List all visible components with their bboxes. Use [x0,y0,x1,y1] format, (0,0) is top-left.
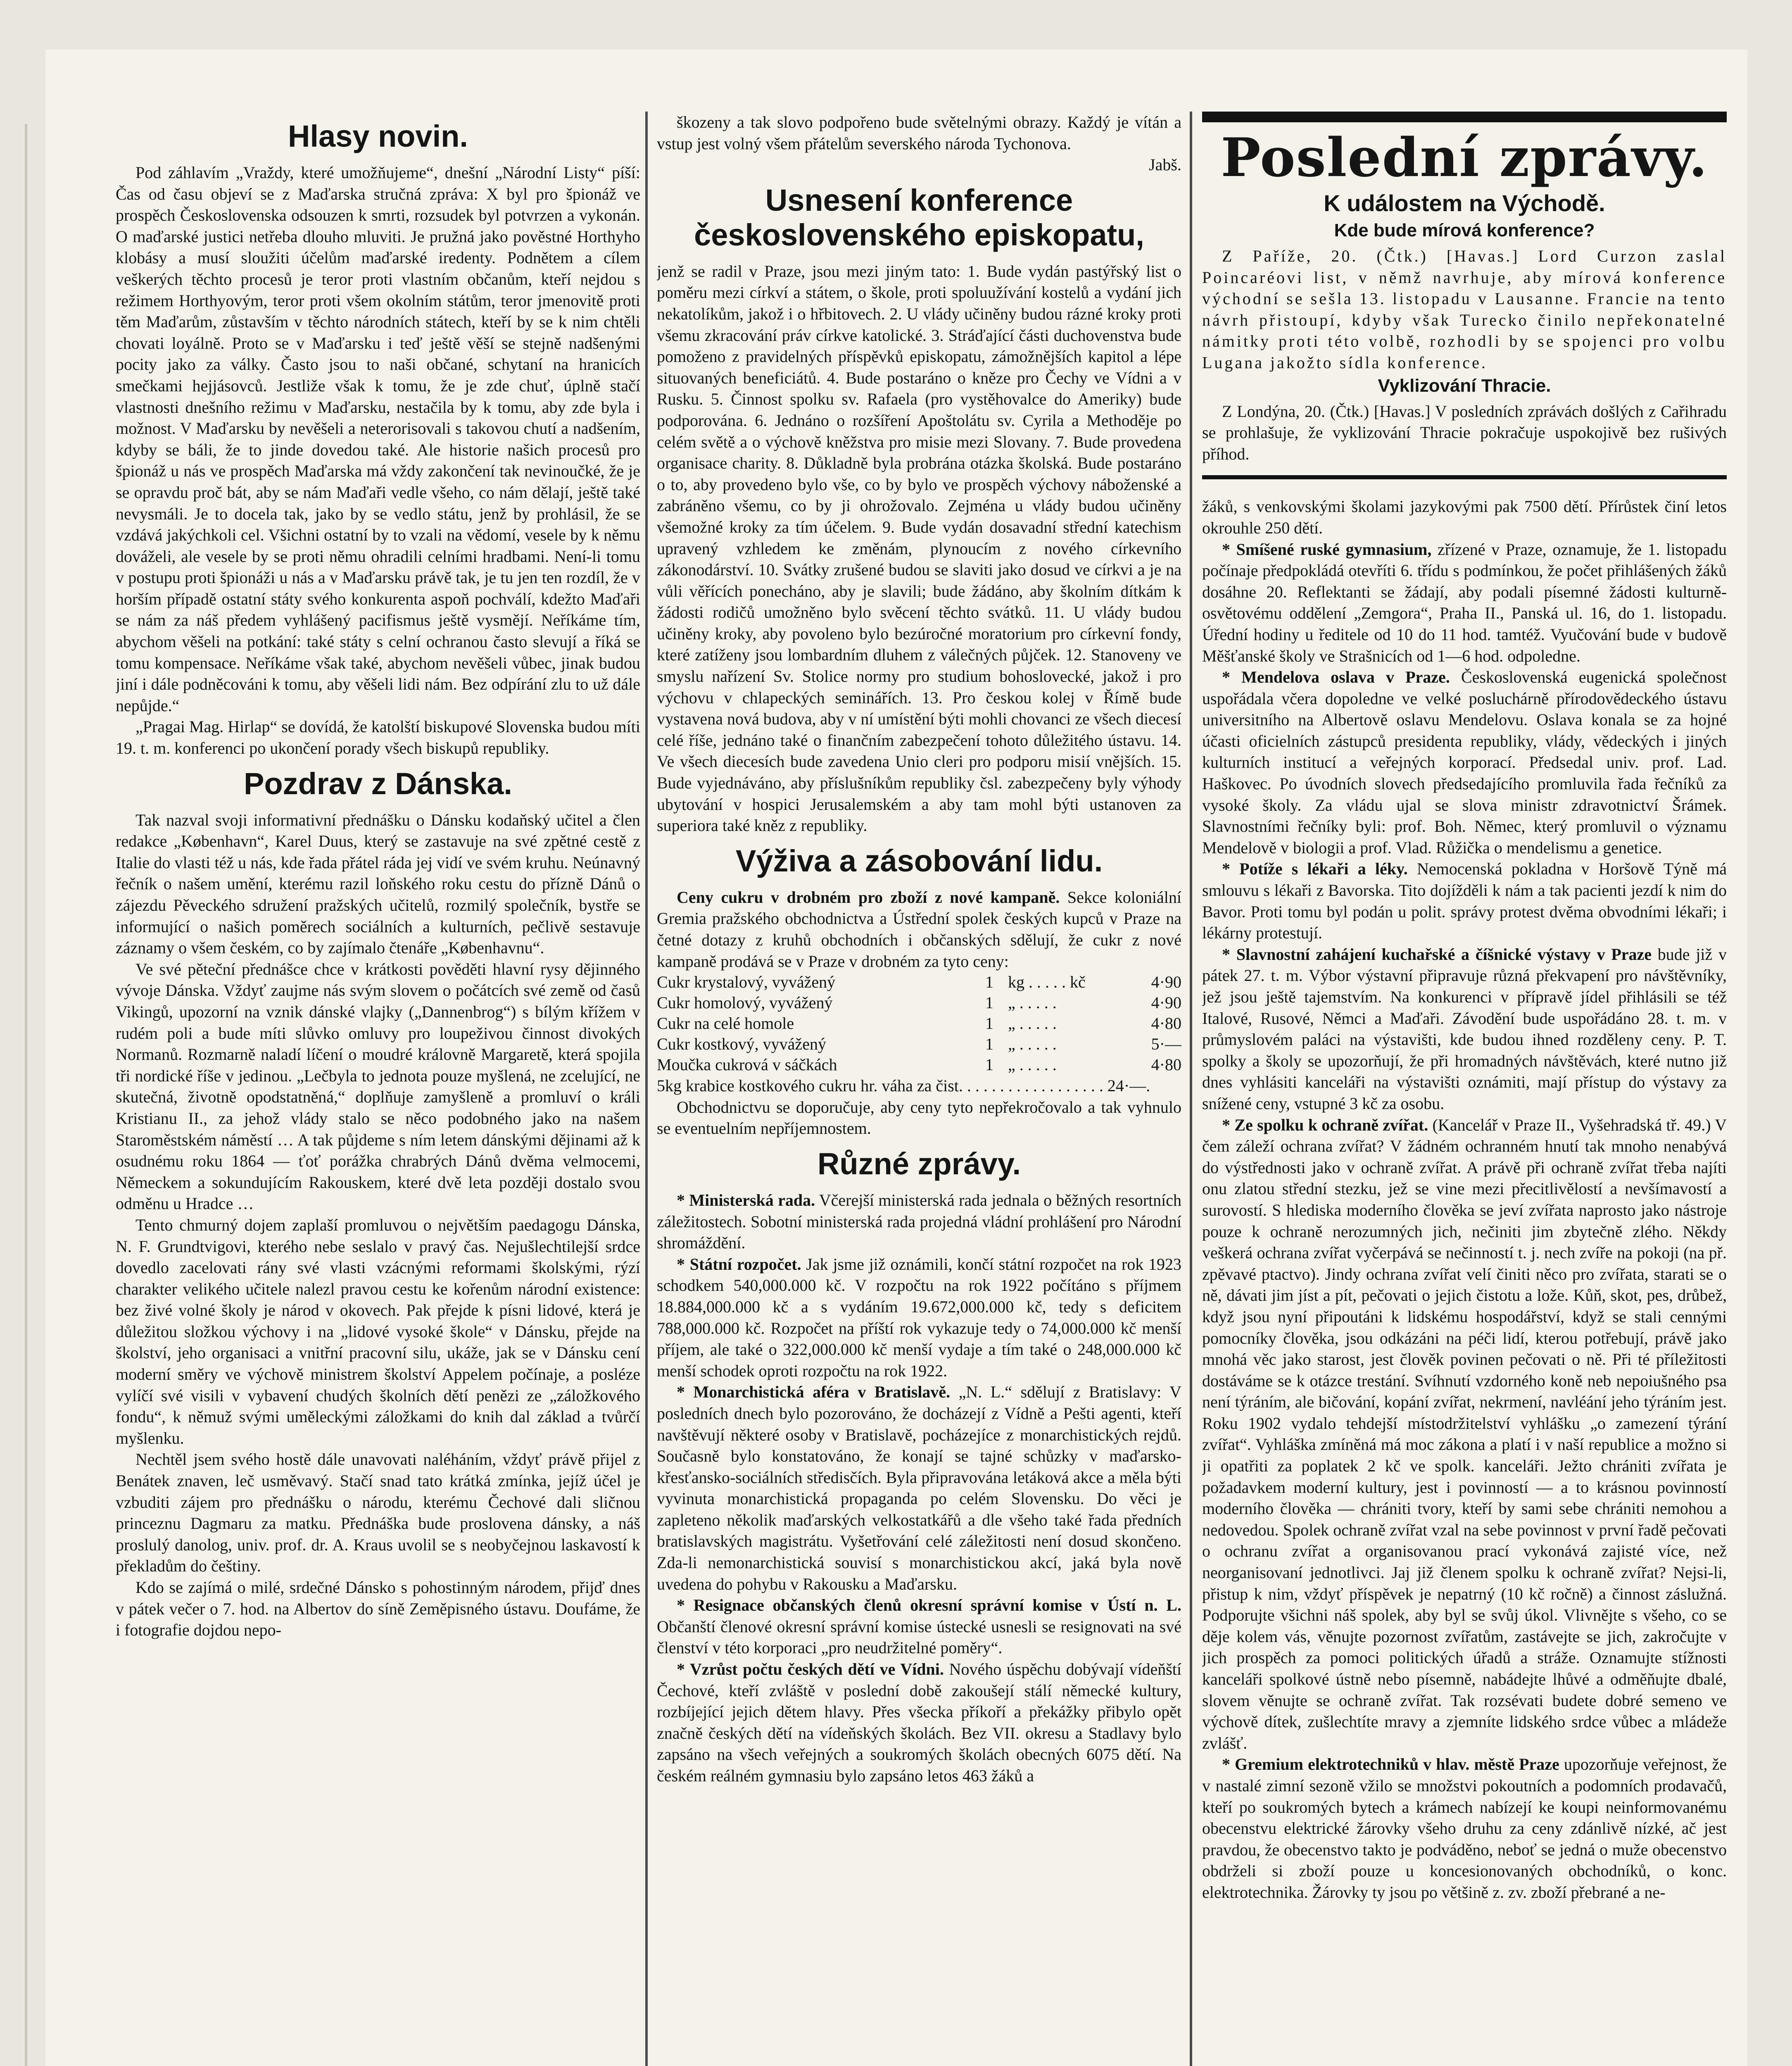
ruzne-paragraph-4 [657,1595,1181,1659]
vyziva-lead: Ceny cukru v drobném pro zboží z nové kampaně. [677,888,1060,907]
ruzne-lead-5: * Vzrůst počtu českých dětí ve Vídni. [677,1660,944,1679]
price-unit: „ . . . . . [1008,1055,1057,1074]
pozdrav-paragraph-3: Tento chmurný dojem zaplaší promluvou o největším paedagogu Dánska, N. F. Grundtvigovi, kterého nebe seslalo v pravý čas. Nejušlechtilejší srdce dovedlo zacelovati rány své vlasti vzácnými reformami školskými, rýzí charakter velikého učitele nalezl pravou cestu ke kořenům národní existence: bez živé volné školy je národ v okovech. Pak přejde k písni lidové, která je důležitou složkou výchovy i na „lidové vysoké škole“ v Dánsku, přejde na školství, jeho organisaci a vnitřní pracovní silu, ukáže, jak se v Dánsku cení moderní směry ve výchově ministrem školství Appelem počínaje, a posléze vylíčí své visili v vybavení chudých školních dětí penězi ze „záložkového fondu“, k němuž svými uměleckými záložkami do knih dal základ a tvůrčí myšlenku. [116,1215,640,1447]
hlasy-novin-paragraph-1: Pod záhlavím „Vraždy, které umožňujeme“, dnešní „Národní Listy“ píší: Čas od času objeví se z Maďarska stručná zpráva: X byl pro špionáž ve prospěch Československa odsouzen k smrti, rozsudek byl potvrzen a vykonán. O maďarské justici netřeba dlouho mluviti. Je pružná jako pověstné Horthyho klobásy a musí sloužiti účelům maďarské iredenty. Podnětem a cílem veškerých těchto procesů je teror proti vlastním občanům, kteří nejdou s režimem Horthyovým, teror proti všem okolním státům, teror jmenovitě proti těm Maďarům, zůstavším v těchto národních státech, kteří by se k nim chtěli chovati loyálně. Proto se v Maďarsku i teď ještě věší se stejně nadšenými pocity jako za války. Často jsou to naši občané, schytaní na hranicích smečkami hejjásovců. Jestliže však k tomu, že je zde chuť, úplně stačí vlastnosti dnešního režimu v Maďarsku, nestačila by k tomu, aby zde byla i možnost. V Maďarsku by nevěšeli a neterorisovali s takovou chutí a nadšením, kdyby se báli, že to jinde dovedou také. Ale historie našich procesů pro špionáž u nás ve prospěch Maďarska má vždy zakončení tak nevinoučké, že je se opravdu proč bát, aby se nám Maďaři vedle všeho, co nám dělají, ještě také nevysmáli. Je to docela tak, jako by se vedlo státu, jenž by prohlásil, že se vzdává jakýchkoli cel. Všichni ostatní by to vzali na vědomí, vesele by k němu dováželi, ale vesele by se proti němu ohradili celními hradbami. Není-li tomu v postupu proti špionáži u nás a v Maďarsku právě tak, je tu jen ten rozdíl, že v horším případě ostatní státy svého konkurenta aspoň pochválí, kdežto Maďaři se nám za náš předem vyhlášený pacifismus ještě vysmějí. Neříkáme tím, abychom věšeli na potkání: také státy s celní ochranou často slevují a říká se tomu kompensace. Neříkáme však také, abychom nevěšeli vůbec, jinak budou jiní i dále podněcováni k tomu, aby věšeli lidi nám. Bez odpírání zlu to už dále nepůjde.“ [116,163,640,715]
thracie-paragraph: Z Londýna, 20. (Čtk.) [Havas.] V posledních zprávách došlých z Cařihradu se prohlašuje, že vyklizování Thracie pokračuje uspokojivě bez rušivých příhod. [1202,402,1727,463]
price-qty: 1 [985,1014,993,1033]
right-paragraph-7 [1202,1754,1727,1903]
price-qty: 1 [985,1035,993,1054]
ruzne-text-3: „N. L.“ sdělují z Bratislavy: V posledních dnech bylo pozorováno, že docházejí z Vídně a Pešti agenti, kteří navštěvují některé osoby v Bratislavě, pocházejíce z monarchistických rejdů. Současně bylo konstatováno, že konají se tajné schůzky v maďarsko-křesťansko-sociálních středisčích. Byla připravována letáková akce a měla býti vyvinuta monarchistická propaganda po celém Slovensku. Do věci je zapleteno několik maďarských velkostatkářů a dle všeho také řada předních bratislavských magistrátu. Vyšetřování celé záležitosti není dosud skončeno. Zda-li nemonarchistická souvisí s monarchistickou akcí, jaká byla nově uvedena do pohybu v Rakousku a Maďarsku. [657,1383,1181,1593]
vyziva-paragraph-2: Obchodnictvu se doporučuje, aby ceny tyto nepřekročovalo a tak vyhnulo se eventuelním nepříjemnostem. [657,1097,1181,1138]
ruzne-paragraph-1 [657,1190,1181,1254]
price-value: 5·— [1151,1035,1181,1054]
price-item: Moučka cukrová v sáčkách [657,1055,837,1074]
price-value: 4·80 [1151,1055,1181,1074]
right-lead-5: * Slavnostní zahájení kuchařské a číšnické výstavy v Praze [1222,945,1652,964]
price-row [657,1013,1181,1034]
price-row [657,972,1181,993]
price-value: 4·90 [1151,993,1181,1012]
right-lead-2: * Smíšené ruské gymnasium, [1222,540,1432,559]
price-unit: kg . . . . . kč [1008,973,1086,992]
vyziva-paragraph-1 [657,887,1181,972]
hlasy-novin-heading: Hlasy novin. [288,119,468,153]
ruzne-paragraph-5 [657,1659,1181,1787]
posledni-zpravy-banner: Poslední zprávy. [1221,127,1708,189]
usneseni-heading: Usnesení konference československého episkopatu, [694,183,1144,252]
column-left [116,112,640,2066]
pozdrav-paragraph-4: Nechtěl jsem svého hostě dále unavovati naléháním, vždyť právě přijel z Benátek znaven, leč usměvavý. Stačí snad tato krátká zmínka, jejíž účel je vzbuditi zájem pro přednášku o národu, kterému Čechové dali sličnou princeznu Dagmaru za matku. Přednáška bude proslovena dánsky, a náš proslulý danolog, univ. prof. dr. A. Kraus uvolil se s neobyčejnou laskavostí k překladům do češtiny. [116,1450,640,1576]
price-item: Cukr na celé homole [657,1014,794,1033]
right-text-2: zřízené v Praze, oznamuje, že 1. listopadu počínaje předpokládá otevříti 6. třídu s podmínkou, že počet přihlášených žáků dosáhne 20. Reflektanti se žádají, aby podali písemné žádosti kulturně-osvětovému oddělení „Zemgora“, Praha II., Panská ul. 16, do 1. listopadu. Úřední hodiny u ředitele od 10 do 11 hod. tamtéž. Vyučování bude v budově Měšťanské školy ve Strašnicích od 1—6 hod. odpoledne. [1202,540,1727,665]
right-lead-4: * Potíže s lékaři a léky. [1222,859,1408,878]
vychod-subheading: Kde bude mírová konference? [1334,220,1595,240]
price-qty: 1 [985,1055,993,1074]
usneseni-paragraph: jenž se radil v Praze, jsou mezi jiným tato: 1. Bude vydán pastýřský list o poměru mezi církví a státem, o škole, proti spoluužívání kostelů a vydání jich nekatolíkům, jakož i o hřbitovech. 2. U vlády učiněny budou rázné kroky proti všemu zkracování práv církve katolické. 3. Stráďající části duchovenstva bude pomoženo z pravidelných příspěvků episkopatu, zámožnějších kapitol a lépe situovaných beneficiátů. 4. Bude postaráno o kněze pro Čechy ve Vídni a v Rusku. 5. Činnost spolku sv. Rafaela (pro vystěhovalce do Ameriky) bude podporována. 6. Jednáno o rozšíření Apoštolátu sv. Cyrila a Methoděje po celém světě a o výchově kněžstva pro misie mezi Slovany. 7. Bude provedena organisace charity. 8. Důkladně byla probrána otázka školská. Bude postaráno o to, aby provedeno bylo vše, co by bylo ve prospěch výchovy náboženské a zabráněno všemu, co by ji ohrožovalo. Zejména u vlády budou učiněny všemožné kroky za tím účelem. 9. Bude vydán dosavadní střední katechism upravený vzhledem ke změnám, plynoucím z nového církevního zákonodárství. 10. Svátky zrušené budou se slaviti jako dosud ve církvi a je na vůli věřících ponecháno, aby je slavili; bude žádáno, aby školním dítkám k žádosti rodičů umožněno bylo svěcení těchto svátků. 11. U vlády budou učiněny kroky, aby povoleno bylo bezúročné moratorium pro církevní fondy, které zatíženy jsou lombardním dluhem z válečných půjček. 12. Stanoveny ve smyslu nařízení Sv. Stolice normy pro studium bohoslovecké, jakož i pro výchovu v chlapeckých seminářích. 13. Pro českou kolej v Římě bude vystavena nová budova, aby v ní umístění býti mohli chovanci ze všech diecesí celé říše, jednáno také o finančním zabezpečení tohoto důležitého ústavu. 14. Ve všech diecesích bude zavedena Unio cleri pro podporu misií vnějších. 15. Bude vyjednáváno, aby příslušníkům republiky čsl. zabezpečeny byly výhody ubytování v hospici Jerusalemském a aby tam mohl býti ustanoven za superiora také kněz z republiky. [657,262,1181,835]
continuation-paragraph: škozeny a tak slovo podpořeno bude světelnými obrazy. Každý je vítán a vstup jest volný všem přátelům severského národa Tychonova. [657,113,1181,153]
ruzne-text-1: Včerejší ministerská rada jednala o běžných resortních záležitostech. Sobotní ministerská rada projedná vládní prohlášení pro Národní shromáždění. [657,1190,1181,1252]
right-lead-6: * Ze spolku k ochraně zvířat. [1222,1115,1428,1134]
section-divider-bar [1202,475,1727,479]
price-row [657,993,1181,1013]
newspaper-page [45,50,1747,2066]
right-paragraph-4 [1202,858,1727,943]
right-paragraph-2 [1202,539,1727,667]
vychod-paragraph: Z Paříže, 20. (Čtk.) [Havas.] Lord Curzon zaslal Poincaréovi list, v němž navrhuje, aby mírová konference východní se sešla 13. listopadu v Lausanne. Francie na tento návrh přistoupí, kdyby však Turecko činilo nepřekonatelné námitky proti této volbě, rozhodli by se spojenci pro volbu Lugana jakožto sídla konference. [1202,247,1727,372]
right-text-7: upozorňuje veřejnost, že v nastalé zimní sezoně vžilo se množstvi pokoutních a podomních prodavačů, kteří po soukromých bytech a krámech nabízejí ke koupi neinformovanému obecenstvu elektrické žárovky všeho druhu za ceny zdánlivě nízké, ač jest pravdou, že obecenstvo takto je podváděno, neboť se jedná o muže obecenstvo obdrželi si zboží pouze u koncesionovaných obchodníků, o konc. elektrotechnika. Žárovky ty jsou po většině z. zv. zboží přebrané a ne- [1202,1755,1727,1902]
ruzne-paragraph-3 [657,1381,1181,1595]
ruzne-lead-2: * Státní rozpočet. [677,1254,801,1273]
ruzne-lead-4: * Resignace občanských členů okresní správní komise v Ústí n. L. [677,1596,1181,1615]
author-signature: Jabš. [1149,155,1181,174]
price-qty: 1 [985,993,993,1012]
ruzne-text-5: Nového úspěchu dobývají vídeňští Čechové, kteří zvláště v poslední době zakoušejí stálí německé kultury, rozbíjející jejich dětem hlavy. Přes všecka příkoří a překážky přibylo opět značně českých dětí na vídeňských školách. Bez VII. okresu a Stadlavy bylo zapsáno na všech veřejných a soukromých školách obecných 6075 dětí. Na českém reálném gymnasiu bylo zapsáno letos 463 žáků a [657,1660,1181,1785]
ruzne-zpravy-heading: Různé zprávy. [817,1146,1021,1181]
right-paragraph-3 [1202,666,1727,858]
right-paragraph-1: žáků, s venkovskými školami jazykovými pak 7500 dětí. Přírůstek činí letos okrouhle 250 dětí. [1202,497,1727,537]
right-paragraph-5 [1202,944,1727,1114]
right-lead-3: * Mendelova oslava v Praze. [1222,668,1450,687]
price-note: 5kg krabice kostkového cukru hr. váha za čist. . . . . . . . . . . . . . . . . . 24·—. [657,1076,1150,1095]
price-item: Cukr krystalový, vyvážený [657,973,836,992]
pozdrav-paragraph-1: Tak nazval svoji informativní přednášku o Dánsku kodaňský učitel a člen redakce „København“, Karel Duus, který se zastavuje na své zpětné cestě z Italie do vlasti též u nás, kde řada přátel ráda jej vidí ve svém kruhu. Neúnavný řečník o našem umění, kterému razil loňského roku cestu do přízně Dánů o zájezdu Pěveckého sdružení pražských učitelů, rozmilý společník, bystře se informující o našich poměrech sociálních a kulturních, pečlivě sestavuje záznamy o všem českém, co by zajímalo čtenáře „Københavnu“. [116,810,640,957]
ruzne-text-4: Občanští členové okresní správní komise ústecké usnesli se resignovati na své členství v této korporaci „pro neudržitelné poměry“. [657,1617,1181,1657]
pozdrav-paragraph-2: Ve své pěteční přednášce chce v krátkosti pověděti hlavní rysy dějinného vývoje Dánska. Vždyť zaujme nás svým slovem o počátcích své země od časů Vikingů, upozorní na vznik dánské vlajky („Dannenbrog“) s bílým křížem v rudém poli a bude míti slůvko omluvy pro loupeživou činnost divokých Normanů. Rozmarně naladí líčení o moudré královně Margaretě, která spojila tři nordické říše v jedinou. „Lečbyla to jednota pouze myšlená, ne zcelující, ne skutečná, životně opodstatněná,“ doplňuje zamyšleně a promluví o králi Kristianu II., za jehož vlády stalo se něco podobného jako na našem Staroměstském náměstí … A tak půjdeme s ním letem dánskými dějinami až k osudnému roku 1864 — ťoť porážka chrabrých Dánů dvěma velmocemi, Německem a sokundujícím Rakouskem, které dvě leta později dostalo svou odměnu u Hradce … [116,959,640,1213]
ruzne-text-2: Jak jsme již oznámili, končí státní rozpočet na rok 1923 schodkem 540,000.000 kč. V rozpočtu na rok 1922 počítáno s příjmem 18.884,000.000 kč a s vydáním 19.672,000.000 kč, tedy s deficitem 788,000.000 kč. Rozpočet na příští rok vykazuje tedy o 74,000.000 kč menší příjem, ale také o 322,000.000 kč menší vydaje a tím také o 248,000.000 kč menší schodek oproti rozpočtu na rok 1922. [657,1254,1181,1380]
ruzne-lead-3: * Monarchistická aféra v Bratislavě. [677,1383,951,1402]
price-unit: „ . . . . . [1008,993,1057,1012]
right-lead-7: * Gremium elektrotechniků v hlav. městě Praze [1222,1755,1559,1774]
price-unit: „ . . . . . [1008,1014,1057,1033]
right-paragraph-6 [1202,1114,1727,1754]
price-value: 4·80 [1151,1014,1181,1033]
right-text-6: (Kancelář v Praze II., Vyšehradská tř. 49.) V čem záleží ochrana zvířat? V žádném ochranném hnutí tak mnoho nenabývá do výstřednosti jako v ochraně zvířat. A právě při ochraně zvířat třeba najíti onu zlatou střední stezku, jež se vine mezi přecitlivělostí a nevšímavostí a surovostí. S hlediska moderního člověka se jeví zvířata naprosto jako nástroje pouze k ochraně nerozumných jich, nečiniti jim zbytečně zlého. Někdy veškerá ochrana zvířat vyčerpává se nečinností t. j. nech zvíře na pokoji (na př. zpěvavé ptactvo). Jindy ochrana zvířat velí činiti něco pro zvířata, starati se o ně, dávati jim jíst a pít, pečovati o jejich čistotu a lože. Kůň, skot, pes, drůbež, když jsou nyní připoutáni k lidskému hospodářství, když se stali cennými pomocníky člověka, jsou odkázáni na péči lidí, kterou potřebují, právě jako mnohá věc jako starost, jest člověk povinen pečovati o ně. Při té příležitosti dostáváme se k otázce trestání. Svíhnutí vzdorného koně neb nepoiušného psa není týráním, ale bičování, kopání zvířat, nekrmení, navléání jeho týráním jest. Roku 1902 vydalo tehdejší místodržitelství vyhlášku „o zamezení týrání zvířat“. Vyhláška zmíněná má moc zákona a platí i v naší republice a možno si ji opatřiti za poplatek 2 kč ve spolk. kanceláři. Ježto chrániti zvířata je požadavkem moderní kultury, jest i povinností — a to krásnou povinností moderního člověka — chrániti tvory, kteří by sami sebe chrániti nemohou a nedovedou. Spolek ochraně zvířat vzal na sebe povinnost v první řadě pečovati o ochranu zvířat a organisovanou prací vykonává zajisté více, než neorganisovaní jednotlivci. Jaj již členem spolku k ochraně zvířat? Nejsi-li, přistup k nim, vždyť příspěvek je nepatrný (10 kč ročně) a činnost záslužná. Podporujte všichni náš spolek, aby byl se svůj úkol. Vlivnějte s všeho, co se děje kolem vás, věnujte pozornost zvířatům, zastávejte se jich, zakročujte v jich prospěch za pomoci politických úřadů a stráže. Oznamujte stížnosti kanceláři spolkové ústně nebo písemně, nabádejte lhůvé a odměňujte dbalé, slovem věnujte se ochraně zvířat. Tak rozsévati budete dobré semeno ve výchově dítek, zušlechtíte mravy a zjemníte lidského srdce vůbec a mládeže zvlášť. [1202,1115,1727,1752]
pozdrav-paragraph-5: Kdo se zajímá o milé, srdečné Dánsko s pohostinným národem, přijď dnes v pátek večer o 7. hod. na Albertov do síně Zeměpisného ústavu. Doufáme, že i fotografie dojdou nepo- [116,1578,640,1640]
price-row [657,1054,1181,1075]
thracie-heading: Vyklizování Thracie. [1378,375,1551,396]
vychod-heading: K událostem na Východě. [1324,190,1605,216]
column-divider-1 [645,112,648,2066]
pozdrav-z-danska-heading: Pozdrav z Dánska. [244,766,512,801]
right-text-3: Československá eugenická společnost uspořádala včera dopoledne ve velké posluchárně přírodovědeckého ústavu universitního na Albertově oslavu Mendelovu. Oslava konala se za hojné účasti oficielních zástupců presidenta republiky, vlády, vědeckých i jiných kulturních institucí a veřejných korporací. Předsedal univ. prof. Lad. Haškovec. Po úvodních slovech předsedajícího promluvila řada řečníků za vysoké školy. Za vládu ujal se slova ministr zdravotnictví Šrámek. Slavnostními řečníky byli: prof. Boh. Němec, který promluvil o významu Mendelově v biologii a prof. Vlad. Růžička o mendelismu a genetice. [1202,668,1727,857]
price-unit: „ . . . . . [1008,1035,1057,1054]
ruzne-lead-1: * Ministerská rada. [677,1190,815,1209]
banner-top-bar [1202,112,1727,122]
sugar-price-table [657,972,1181,1075]
price-row [657,1034,1181,1054]
price-value: 4·90 [1151,973,1181,992]
column-divider-2 [1190,112,1192,2066]
hlasy-novin-paragraph-2: „Pragai Mag. Hirlap“ se dovídá, že katolští biskupové Slovenska budou míti 19. t. m. konferenci po ukončení porady všech biskupů republiky. [116,717,640,758]
page-edge-shadow [25,124,27,2066]
vyziva-heading: Výživa a zásobování lidu. [735,843,1103,878]
ruzne-paragraph-2 [657,1254,1181,1382]
right-text-5: bude již v pátek 27. t. m. Výbor výstavní připravuje různá překvapení pro návštěvníky, jež jsou ještě tajemstvím. Na konkurenci v přípravě jídel přihlásili se též Italové, Rusové, Němci a Maďaři. Závodění bude uspořádáno 28. t. m. v průmyslovém paláci na výstavišti, kde budou ihned rozděleny ceny. P. T. spolky a školy se upozorňují, že při hromadných návštěvách, které nutno již dnes vyhlásiti kanceláři na výstavišti oznámiti, mají přístup do výstavy za snížené ceny, vstupné 3 kč za osobu. [1202,945,1727,1113]
vyziva-text: Sekce koloniální Gremia pražského obchodnictva a Ústřední spolek českých kupců v Praze na četné dotazy z kruhů obchodních i občanských sdělují, že cukr z nové kampaně prodává se v Praze v drobném za tyto ceny: [657,888,1181,971]
right-text-4: Nemocenská pokladna v Horšově Týně má smlouvu s lékaři z Bavorska. Tito dojížděli k nám a tak pacienti jezdí k nim do Bavor. Proti tomu byl podán u polit. správy protest dvěma obvodními lékaři; i lékárny protestují. [1202,859,1727,943]
column-middle [657,112,1181,2066]
price-item: Cukr homolový, vyvážený [657,993,833,1012]
column-right [1202,112,1727,2066]
price-qty: 1 [985,973,993,992]
price-item: Cukr kostkový, vyvážený [657,1035,826,1054]
